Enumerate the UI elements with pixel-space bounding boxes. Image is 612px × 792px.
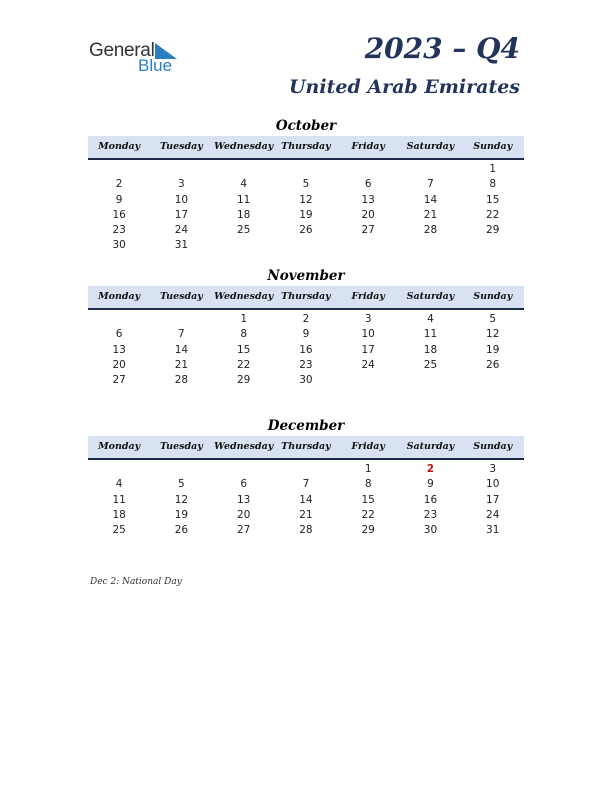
weekday-header <box>88 286 524 310</box>
weekday-label: Monday <box>98 291 141 302</box>
week-row <box>88 358 524 373</box>
weekday-label: Wednesday <box>214 141 274 152</box>
weekday-label: Thursday <box>281 141 331 152</box>
day-cell: 29 <box>361 524 375 537</box>
month-october <box>88 116 524 254</box>
day-cell <box>213 462 275 477</box>
day-cell: 13 <box>236 493 251 506</box>
holiday-day-cell: 2 <box>426 463 435 475</box>
day-cell: 20 <box>361 208 375 221</box>
day-cell: 21 <box>174 358 189 371</box>
day-cell <box>462 238 524 253</box>
day-cell: 26 <box>486 358 500 371</box>
day-cell: 8 <box>240 328 247 341</box>
day-cell: 8 <box>364 478 372 491</box>
day-cell: 6 <box>240 478 247 491</box>
day-cell: 26 <box>174 524 189 537</box>
day-cell: 3 <box>364 313 372 325</box>
day-cell: 27 <box>236 524 251 537</box>
day-cell <box>150 312 212 327</box>
day-cell: 20 <box>112 358 126 371</box>
logo-blue-text: Blue <box>138 56 173 75</box>
weekday-label: Monday <box>98 441 141 452</box>
day-cell: 5 <box>302 178 310 191</box>
day-cell: 18 <box>112 508 126 521</box>
week-row <box>88 193 524 208</box>
day-cell: 20 <box>236 508 251 521</box>
day-cell: 11 <box>236 193 251 206</box>
week-row <box>88 208 524 223</box>
week-row <box>88 312 524 327</box>
day-cell: 17 <box>174 208 189 221</box>
day-cell: 6 <box>115 328 123 341</box>
day-cell: 3 <box>489 463 497 475</box>
day-cell: 4 <box>427 313 434 325</box>
weekday-label: Tuesday <box>159 141 203 152</box>
day-cell: 16 <box>423 493 438 506</box>
day-cell: 30 <box>299 374 313 387</box>
week-row <box>88 327 524 342</box>
day-cell: 18 <box>236 208 251 221</box>
day-cell: 5 <box>178 478 185 491</box>
logo-general-text: General <box>89 40 155 61</box>
page-title: 2023 – Q4 <box>364 32 520 65</box>
day-cell: 10 <box>174 193 189 206</box>
day-cell: 1 <box>240 313 247 325</box>
day-cell <box>275 462 337 477</box>
day-cell: 28 <box>423 224 438 237</box>
day-cell: 3 <box>178 178 185 191</box>
day-cell: 7 <box>178 328 185 341</box>
day-cell: 17 <box>361 343 375 356</box>
day-cell <box>337 238 399 253</box>
day-cell <box>88 162 150 177</box>
month-name: October <box>275 118 337 134</box>
day-cell: 11 <box>423 328 438 341</box>
day-cell: 9 <box>302 328 310 341</box>
day-cell: 23 <box>112 224 126 237</box>
day-cell: 23 <box>423 508 438 521</box>
holiday-note: Dec 2: National Day <box>90 577 182 587</box>
day-cell <box>399 373 461 388</box>
day-cell <box>275 162 337 177</box>
weekday-label: Wednesday <box>214 441 274 452</box>
day-cell: 23 <box>299 358 313 371</box>
weekday-label: Thursday <box>281 441 331 452</box>
day-cell: 19 <box>299 208 313 221</box>
day-cell: 12 <box>486 328 500 341</box>
weekday-label: Saturday <box>406 141 455 152</box>
country-title: United Arab Emirates <box>288 76 520 98</box>
week-row <box>88 162 524 177</box>
weekday-label: Saturday <box>406 291 455 302</box>
weekday-header <box>88 136 524 160</box>
week-row <box>88 462 524 477</box>
day-cell: 12 <box>299 193 313 206</box>
month-name: November <box>267 268 345 284</box>
day-cell: 25 <box>423 358 438 371</box>
weekday-header <box>88 436 524 460</box>
month-november <box>88 266 524 388</box>
day-cell: 4 <box>115 478 123 491</box>
day-cell: 12 <box>174 493 189 506</box>
day-cell <box>275 238 337 253</box>
weekday-label: Friday <box>351 291 385 302</box>
day-cell: 14 <box>174 343 189 356</box>
weekday-label: Wednesday <box>214 291 274 302</box>
weekday-label: Sunday <box>473 441 513 452</box>
week-row <box>88 493 524 508</box>
day-cell: 2 <box>302 313 310 325</box>
day-cell: 15 <box>486 193 500 206</box>
day-cell: 24 <box>486 508 500 521</box>
week-row <box>88 177 524 192</box>
day-cell: 25 <box>236 224 251 237</box>
day-cell: 5 <box>489 313 497 325</box>
weekday-label: Monday <box>98 141 141 152</box>
day-cell: 13 <box>361 193 375 206</box>
day-cell <box>213 238 275 253</box>
day-cell: 24 <box>174 224 189 237</box>
day-cell: 22 <box>486 208 500 221</box>
day-cell: 28 <box>174 374 189 387</box>
week-row <box>88 477 524 492</box>
day-cell: 9 <box>427 478 434 491</box>
day-cell: 10 <box>486 478 500 491</box>
day-cell <box>399 238 461 253</box>
day-cell: 9 <box>115 193 123 206</box>
day-cell: 7 <box>427 178 434 191</box>
day-cell: 1 <box>489 163 497 175</box>
day-cell <box>462 373 524 388</box>
day-cell: 29 <box>486 224 500 237</box>
day-cell: 2 <box>115 178 123 191</box>
day-cell: 22 <box>236 358 251 371</box>
weekday-label: Thursday <box>281 291 331 302</box>
day-cell: 30 <box>423 524 438 537</box>
day-cell: 14 <box>423 193 438 206</box>
week-row <box>88 238 524 253</box>
month-name: December <box>267 418 345 434</box>
day-cell: 18 <box>423 343 438 356</box>
day-cell: 17 <box>486 493 500 506</box>
month-december <box>88 416 524 538</box>
day-cell: 13 <box>112 343 126 356</box>
week-row <box>88 523 524 538</box>
day-cell: 15 <box>236 343 251 356</box>
day-cell: 8 <box>489 178 497 191</box>
day-cell <box>150 462 212 477</box>
day-cell: 16 <box>299 343 313 356</box>
day-cell: 27 <box>112 374 126 387</box>
day-cell: 11 <box>112 493 126 506</box>
day-cell: 16 <box>112 208 126 221</box>
day-cell: 26 <box>299 224 313 237</box>
week-row <box>88 508 524 523</box>
weekday-label: Sunday <box>473 141 513 152</box>
week-row <box>88 373 524 388</box>
day-cell <box>88 312 150 327</box>
day-cell <box>150 162 212 177</box>
day-cell: 28 <box>299 524 313 537</box>
day-cell: 21 <box>299 508 313 521</box>
weekday-label: Tuesday <box>159 441 203 452</box>
week-row <box>88 223 524 238</box>
weekday-label: Tuesday <box>159 291 203 302</box>
day-cell: 14 <box>299 493 313 506</box>
weekday-label: Friday <box>351 441 385 452</box>
day-cell: 21 <box>423 208 438 221</box>
day-cell: 10 <box>361 328 375 341</box>
week-row <box>88 343 524 358</box>
day-cell: 19 <box>486 343 500 356</box>
day-cell: 7 <box>302 478 310 491</box>
weekday-label: Friday <box>351 141 385 152</box>
day-cell: 29 <box>236 374 251 387</box>
day-cell <box>399 162 461 177</box>
day-cell: 1 <box>364 463 372 475</box>
weekday-label: Saturday <box>406 441 455 452</box>
day-cell: 22 <box>361 508 375 521</box>
day-cell <box>88 462 150 477</box>
weekday-label: Sunday <box>473 291 513 302</box>
day-cell <box>337 373 399 388</box>
day-cell <box>337 162 399 177</box>
day-cell: 24 <box>361 358 375 371</box>
day-cell: 31 <box>486 524 500 537</box>
day-cell: 30 <box>112 239 126 252</box>
day-cell: 6 <box>364 178 372 191</box>
day-cell: 31 <box>174 239 189 252</box>
day-cell: 4 <box>240 178 247 191</box>
day-cell: 19 <box>174 508 189 521</box>
day-cell: 27 <box>361 224 375 237</box>
logo <box>89 40 189 76</box>
day-cell: 25 <box>112 524 126 537</box>
day-cell <box>213 162 275 177</box>
day-cell: 15 <box>361 493 375 506</box>
